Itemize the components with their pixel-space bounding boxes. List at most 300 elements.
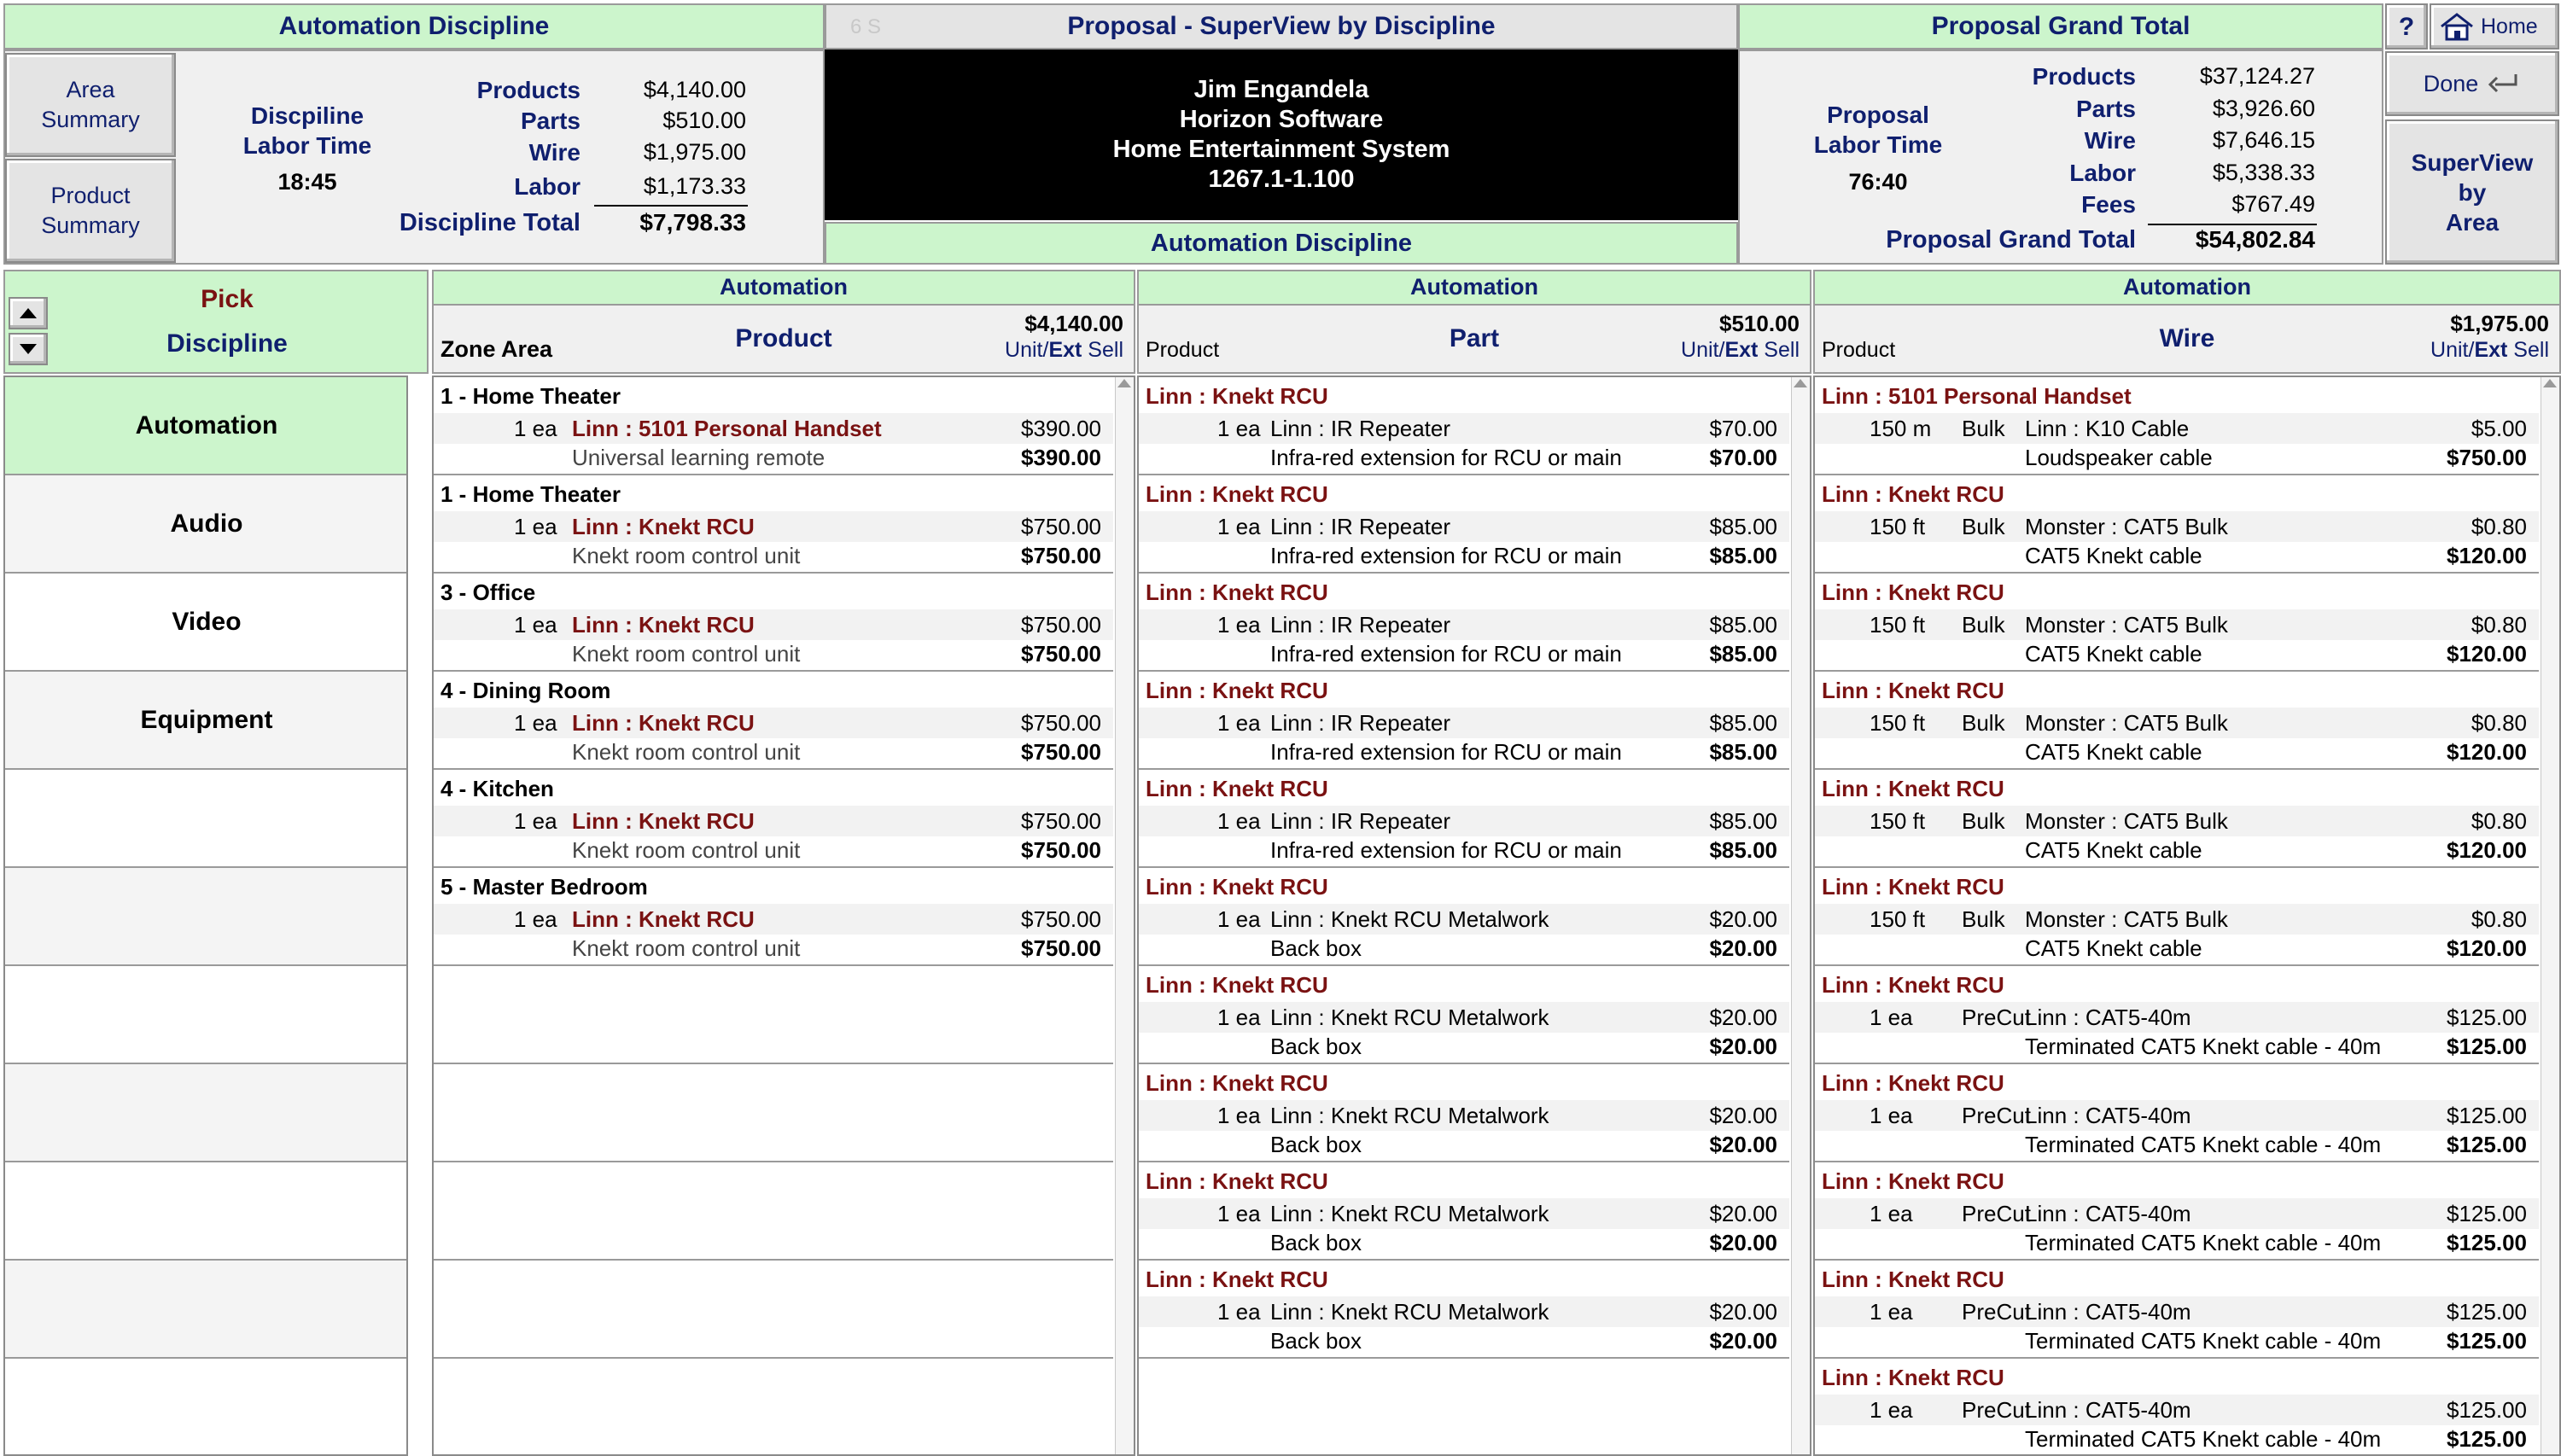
return-arrow-icon	[2487, 71, 2521, 96]
list-item	[1139, 1359, 1789, 1456]
item-name: Monster : CAT5 Bulk	[2025, 514, 2228, 539]
discipline-item-empty	[5, 1064, 408, 1162]
discipline-item-label: Equipment	[140, 705, 273, 734]
extended-price: $70.00	[1709, 445, 1777, 470]
list-item[interactable]	[1815, 574, 2539, 672]
labor-label-line1: Discpiline	[250, 102, 365, 129]
parent-product: Linn : Knekt RCU	[1822, 874, 2004, 900]
item-name: Linn : Knekt RCU Metalwork	[1270, 906, 1549, 932]
quantity: 1 ea	[1217, 1103, 1261, 1128]
wire-column-header	[1813, 270, 2561, 306]
item-description: Universal learning remote	[572, 445, 825, 470]
quantity: 1 ea	[514, 710, 557, 736]
discipline-item-equipment[interactable]	[5, 672, 408, 770]
item-description: Knekt room control unit	[572, 739, 801, 765]
zone-area: 4 - Kitchen	[440, 776, 554, 801]
selected-discipline-label: Automation Discipline	[1150, 229, 1413, 257]
product-column-subheader	[432, 306, 1135, 374]
done-button[interactable]	[2385, 51, 2559, 116]
wire-type: PreCut	[1962, 1201, 2031, 1226]
item-name: Linn : K10 Cable	[2025, 416, 2190, 441]
part-list	[1137, 376, 1811, 1456]
arrow-up-icon	[18, 306, 38, 320]
quantity: 150 ft	[1870, 808, 1926, 834]
extended-price: $750.00	[1021, 641, 1101, 667]
list-item[interactable]	[434, 770, 1113, 868]
item-name: Linn : IR Repeater	[1270, 710, 1451, 736]
item-description: Terminated CAT5 Knekt cable - 40m	[2025, 1034, 2382, 1059]
parent-product: Linn : Knekt RCU	[1146, 1267, 1328, 1292]
quantity: 150 ft	[1870, 514, 1926, 539]
unit-price: $125.00	[2447, 1397, 2527, 1423]
list-item[interactable]	[1815, 1359, 2539, 1456]
item-description: Infra-red extension for RCU or main	[1270, 543, 1622, 568]
item-name: Linn : Knekt RCU	[572, 514, 755, 539]
discipline-title-bar	[3, 3, 825, 50]
item-description: CAT5 Knekt cable	[2025, 935, 2202, 961]
extended-price: $750.00	[1021, 543, 1101, 568]
parent-product: Linn : Knekt RCU	[1822, 1365, 2004, 1390]
unit-price: $5.00	[2471, 416, 2527, 441]
item-name: Linn : IR Repeater	[1270, 416, 1451, 441]
parent-product: Linn : Knekt RCU	[1822, 1070, 2004, 1096]
grand-wire-label: Wire	[2084, 127, 2136, 154]
quantity: 1 ea	[1217, 710, 1261, 736]
zone-area-header: Zone Area	[440, 336, 553, 362]
zone-area: 1 - Home Theater	[440, 481, 621, 507]
proposal-title: Proposal - SuperView by Discipline	[1067, 12, 1496, 40]
list-item[interactable]	[1139, 770, 1789, 868]
wire-type: Bulk	[1962, 906, 2005, 932]
client-name: Jim Engandela	[1193, 76, 1369, 103]
wire-type: PreCut	[1962, 1103, 2031, 1128]
grand-labor-value: $5,338.33	[2212, 160, 2315, 185]
help-button[interactable]	[2385, 3, 2428, 50]
parts-label: Parts	[520, 108, 580, 134]
grand-parts-value: $3,926.60	[2212, 96, 2315, 121]
parent-product: Linn : Knekt RCU	[1822, 972, 2004, 998]
unit-price: $20.00	[1709, 1201, 1777, 1226]
unit-ext-sell-header	[2430, 338, 2549, 363]
extended-price: $125.00	[2447, 1034, 2527, 1059]
unit-ext-sell-header	[1005, 338, 1123, 363]
item-description: Infra-red extension for RCU or main	[1270, 739, 1622, 765]
item-name: Monster : CAT5 Bulk	[2025, 808, 2228, 834]
ext-header: Ext	[1048, 338, 1082, 362]
superview-line1: SuperView	[2411, 149, 2534, 176]
list-item[interactable]	[434, 672, 1113, 770]
quantity: 1 ea	[1217, 416, 1261, 441]
ext-header: Ext	[1724, 338, 1759, 362]
unit-price: $390.00	[1021, 416, 1101, 441]
grand-labor-label: Labor	[2069, 160, 2136, 186]
unit-price: $70.00	[1709, 416, 1777, 441]
parent-product: Linn : Knekt RCU	[1146, 481, 1328, 507]
discipline-item-empty	[5, 966, 408, 1064]
unit-price: $85.00	[1709, 612, 1777, 638]
list-item	[434, 1162, 1113, 1261]
list-item[interactable]	[1815, 672, 2539, 770]
extended-price: $750.00	[1021, 935, 1101, 961]
quantity: 150 ft	[1870, 612, 1926, 638]
item-description: Loudspeaker cable	[2025, 445, 2213, 470]
list-item[interactable]	[434, 868, 1113, 966]
item-description: Infra-red extension for RCU or main	[1270, 641, 1622, 667]
item-description: Terminated CAT5 Knekt cable - 40m	[2025, 1230, 2382, 1255]
discipline-total-value: $7,798.33	[639, 209, 746, 236]
item-description: CAT5 Knekt cable	[2025, 837, 2202, 863]
parent-product: Linn : Knekt RCU	[1822, 1168, 2004, 1194]
unit-price: $0.80	[2471, 612, 2527, 638]
quantity: 1 ea	[1217, 514, 1261, 539]
home-icon	[2438, 11, 2476, 42]
wire-type: Bulk	[1962, 612, 2005, 638]
parent-product: Linn : Knekt RCU	[1146, 776, 1328, 801]
sell-header: Sell	[2507, 338, 2549, 362]
unit-price: $0.80	[2471, 710, 2527, 736]
list-item[interactable]	[1815, 475, 2539, 574]
item-description: Back box	[1270, 1034, 1362, 1059]
superview-line2: by	[2458, 178, 2487, 206]
parent-product: Linn : Knekt RCU	[1146, 1070, 1328, 1096]
item-name: Monster : CAT5 Bulk	[2025, 612, 2228, 638]
unit-header: Unit/	[2430, 338, 2475, 362]
quantity: 1 ea	[1217, 1299, 1261, 1325]
list-item[interactable]	[1815, 377, 2539, 475]
item-name: Linn : 5101 Personal Handset	[572, 416, 882, 441]
unit-price: $20.00	[1709, 906, 1777, 932]
unit-price: $750.00	[1021, 612, 1101, 638]
list-item[interactable]	[1815, 966, 2539, 1064]
superview-line3: Area	[2445, 208, 2500, 236]
item-name: Monster : CAT5 Bulk	[2025, 710, 2228, 736]
part-product-header: Product	[1146, 338, 1220, 362]
parent-product: Linn : Knekt RCU	[1146, 383, 1328, 409]
wire-type: Bulk	[1962, 808, 2005, 834]
item-description: CAT5 Knekt cable	[2025, 739, 2202, 765]
discipline-item-audio[interactable]	[5, 475, 408, 574]
zone-area: 3 - Office	[440, 579, 536, 605]
grand-parts-label: Parts	[2075, 96, 2136, 122]
client-company: Horizon Software	[1179, 106, 1384, 133]
extended-price: $120.00	[2447, 739, 2527, 765]
list-item	[434, 1359, 1113, 1456]
discipline-labor-time: 18:45	[277, 169, 337, 195]
discipline-label: Discipline	[166, 329, 288, 358]
unit-price: $0.80	[2471, 514, 2527, 539]
wire-type: Bulk	[1962, 710, 2005, 736]
item-description: Back box	[1270, 1328, 1362, 1354]
product-list	[432, 376, 1135, 1456]
part-column-header	[1137, 270, 1811, 306]
item-name: Linn : Knekt RCU Metalwork	[1270, 1201, 1549, 1226]
grand-total-title-bar	[1738, 3, 2383, 50]
extended-price: $125.00	[2447, 1328, 2527, 1354]
scroll-down-button[interactable]	[9, 333, 48, 365]
list-item	[434, 1261, 1113, 1359]
wire-type: Bulk	[1962, 416, 2005, 441]
extended-price: $85.00	[1709, 543, 1777, 568]
pick-discipline-header	[3, 270, 429, 374]
discipline-item-automation[interactable]	[5, 377, 408, 475]
arrow-down-icon	[18, 342, 38, 356]
zone-area: 1 - Home Theater	[440, 383, 621, 409]
item-name: Linn : CAT5-40m	[2025, 1201, 2191, 1226]
extended-price: $125.00	[2447, 1230, 2527, 1255]
unit-price: $750.00	[1021, 906, 1101, 932]
list-item[interactable]	[434, 475, 1113, 574]
discipline-total-label: Discipline Total	[399, 209, 580, 236]
extended-price: $120.00	[2447, 543, 2527, 568]
list-item[interactable]	[434, 574, 1113, 672]
item-name: Linn : CAT5-40m	[2025, 1005, 2191, 1030]
list-item[interactable]	[1139, 1064, 1789, 1162]
quantity: 1 ea	[1870, 1397, 1913, 1423]
project-number: 1267.1-1.100	[1208, 166, 1355, 193]
unit-price: $85.00	[1709, 514, 1777, 539]
list-item[interactable]	[1139, 1162, 1789, 1261]
list-item[interactable]	[1815, 868, 2539, 966]
products-value: $4,140.00	[643, 77, 746, 102]
discipline-item-empty	[5, 868, 408, 966]
part-header: Part	[1449, 324, 1500, 352]
grand-total-value: $54,802.84	[2195, 226, 2315, 253]
unit-price: $750.00	[1021, 710, 1101, 736]
unit-price: $85.00	[1709, 808, 1777, 834]
quantity: 1 ea	[514, 416, 557, 441]
quantity: 150 ft	[1870, 906, 1926, 932]
labor-value: $1,173.33	[643, 173, 746, 199]
list-item[interactable]	[1139, 868, 1789, 966]
quantity: 150 ft	[1870, 710, 1926, 736]
item-name: Linn : Knekt RCU	[572, 906, 755, 932]
faded-label: 6 S	[850, 15, 882, 38]
extended-price: $750.00	[1021, 837, 1101, 863]
unit-header: Unit/	[1681, 338, 1725, 362]
list-item	[434, 1064, 1113, 1162]
item-description: Knekt room control unit	[572, 641, 801, 667]
quantity: 1 ea	[1870, 1103, 1913, 1128]
list-item[interactable]	[434, 377, 1113, 475]
unit-price: $20.00	[1709, 1299, 1777, 1325]
product-summary-label: Product Summary	[41, 183, 140, 238]
item-description: Terminated CAT5 Knekt cable - 40m	[2025, 1132, 2382, 1157]
quantity: 1 ea	[514, 906, 557, 932]
grand-total-label: Proposal Grand Total	[1886, 226, 2136, 253]
extended-price: $85.00	[1709, 837, 1777, 863]
quantity: 1 ea	[1870, 1201, 1913, 1226]
unit-price: $125.00	[2447, 1201, 2527, 1226]
unit-price: $0.80	[2471, 906, 2527, 932]
quantity: 1 ea	[514, 514, 557, 539]
unit-price: $20.00	[1709, 1005, 1777, 1030]
list-item[interactable]	[1139, 966, 1789, 1064]
selected-discipline-bar	[825, 222, 1738, 265]
extended-price: $85.00	[1709, 641, 1777, 667]
item-description: CAT5 Knekt cable	[2025, 641, 2202, 667]
parts-value: $510.00	[662, 108, 746, 133]
list-item[interactable]	[1139, 574, 1789, 672]
list-item[interactable]	[1139, 475, 1789, 574]
wire-column-total: $1,975.00	[2450, 311, 2549, 336]
labor-label: Labor	[514, 173, 580, 200]
ext-header: Ext	[2474, 338, 2508, 362]
area-summary-label: Area Summary	[41, 77, 140, 132]
wire-type: Bulk	[1962, 514, 2005, 539]
quantity: 1 ea	[1217, 906, 1261, 932]
discipline-list	[3, 376, 408, 1456]
parent-product: Linn : Knekt RCU	[1822, 481, 2004, 507]
superview-by-area-button[interactable]	[2385, 119, 2559, 265]
pick-label: Pick	[201, 285, 254, 313]
extended-price: $390.00	[1021, 445, 1101, 470]
list-item[interactable]	[1815, 1162, 2539, 1261]
discipline-labor-label	[188, 101, 427, 160]
discipline-item-label: Automation	[135, 411, 278, 440]
part-column-title: Automation	[1410, 274, 1538, 300]
item-name: Linn : Knekt RCU Metalwork	[1270, 1005, 1549, 1030]
project-name: Home Entertainment System	[1112, 136, 1450, 163]
client-info-box	[825, 50, 1738, 220]
item-name: Monster : CAT5 Bulk	[2025, 906, 2228, 932]
item-name: Linn : CAT5-40m	[2025, 1299, 2191, 1325]
quantity: 1 ea	[514, 612, 557, 638]
parent-product: Linn : Knekt RCU	[1822, 579, 2004, 605]
item-name: Linn : CAT5-40m	[2025, 1103, 2191, 1128]
unit-price: $85.00	[1709, 710, 1777, 736]
wire-label: Wire	[528, 139, 580, 166]
item-name: Linn : CAT5-40m	[2025, 1397, 2191, 1423]
item-description: Terminated CAT5 Knekt cable - 40m	[2025, 1328, 2382, 1354]
product-list-scrollbar[interactable]	[1115, 377, 1134, 1454]
extended-price: $20.00	[1709, 1034, 1777, 1059]
product-summary-button[interactable]	[5, 159, 176, 263]
extended-price: $750.00	[1021, 739, 1101, 765]
sell-header: Sell	[1082, 338, 1123, 362]
item-name: Linn : Knekt RCU	[572, 808, 755, 834]
grand-products-value: $37,124.27	[2199, 63, 2315, 89]
list-item[interactable]	[1815, 1064, 2539, 1162]
grand-total-divider	[2148, 224, 2317, 225]
home-button[interactable]	[2430, 3, 2559, 50]
item-description: Infra-red extension for RCU or main	[1270, 445, 1622, 470]
item-name: Linn : IR Repeater	[1270, 808, 1451, 834]
extended-price: $125.00	[2447, 1132, 2527, 1157]
unit-price: $0.80	[2471, 808, 2527, 834]
unit-header: Unit/	[1005, 338, 1049, 362]
proposal-labor-time: 76:40	[1848, 169, 1908, 195]
proposal-labor-line1: Proposal	[1827, 102, 1929, 128]
quantity: 150 m	[1870, 416, 1932, 441]
item-description: Knekt room control unit	[572, 935, 801, 961]
parent-product: Linn : Knekt RCU	[1146, 972, 1328, 998]
zone-area: 5 - Master Bedroom	[440, 874, 648, 900]
area-summary-button[interactable]	[5, 53, 176, 157]
unit-ext-sell-header	[1681, 338, 1800, 363]
home-label: Home	[2481, 14, 2538, 38]
wire-column-subheader	[1813, 306, 2561, 374]
parent-product: Linn : Knekt RCU	[1146, 579, 1328, 605]
quantity: 1 ea	[1870, 1005, 1913, 1030]
unit-price: $750.00	[1021, 514, 1101, 539]
discipline-item-empty	[5, 1261, 408, 1359]
grand-fees-value: $767.49	[2231, 191, 2315, 217]
list-item[interactable]	[1815, 1261, 2539, 1359]
grand-fees-label: Fees	[2081, 191, 2136, 218]
unit-price: $125.00	[2447, 1103, 2527, 1128]
item-description: Back box	[1270, 1132, 1362, 1157]
sell-header: Sell	[1758, 338, 1800, 362]
proposal-labor-line2: Labor Time	[1813, 131, 1943, 158]
extended-price: $20.00	[1709, 1230, 1777, 1255]
discipline-item-empty	[5, 770, 408, 868]
proposal-title-bar	[825, 3, 1738, 50]
wire-type: PreCut	[1962, 1005, 2031, 1030]
unit-price: $750.00	[1021, 808, 1101, 834]
unit-price: $125.00	[2447, 1299, 2527, 1325]
list-item[interactable]	[1139, 377, 1789, 475]
proposal-labor-label	[1767, 100, 1989, 160]
item-description: CAT5 Knekt cable	[2025, 543, 2202, 568]
item-name: Linn : IR Repeater	[1270, 514, 1451, 539]
part-column-subheader	[1137, 306, 1811, 374]
item-name: Linn : IR Repeater	[1270, 612, 1451, 638]
product-header: Product	[735, 324, 832, 352]
quantity: 1 ea	[1217, 1201, 1261, 1226]
wire-type: PreCut	[1962, 1397, 2031, 1423]
list-item[interactable]	[1139, 1261, 1789, 1359]
quantity: 1 ea	[1217, 1005, 1261, 1030]
list-item[interactable]	[1139, 672, 1789, 770]
part-column-total: $510.00	[1719, 311, 1800, 336]
wire-list-scrollbar[interactable]	[2541, 377, 2559, 1454]
item-description: Knekt room control unit	[572, 837, 801, 863]
product-column-header	[432, 270, 1135, 306]
grand-products-label: Products	[2032, 63, 2136, 90]
part-list-scrollbar[interactable]	[1791, 377, 1810, 1454]
product-column-title: Automation	[720, 274, 848, 300]
total-divider	[594, 205, 748, 207]
parent-product: Linn : Knekt RCU	[1146, 1168, 1328, 1194]
extended-price: $85.00	[1709, 739, 1777, 765]
discipline-item-video[interactable]	[5, 574, 408, 672]
parent-product: Linn : 5101 Personal Handset	[1822, 383, 2132, 409]
list-item[interactable]	[1815, 770, 2539, 868]
scroll-up-button[interactable]	[9, 297, 48, 329]
unit-price: $20.00	[1709, 1103, 1777, 1128]
done-label: Done	[2423, 70, 2479, 96]
discipline-item-label: Audio	[170, 509, 243, 538]
extended-price: $20.00	[1709, 1132, 1777, 1157]
parent-product: Linn : Knekt RCU	[1822, 776, 2004, 801]
quantity: 1 ea	[1217, 808, 1261, 834]
quantity: 1 ea	[514, 808, 557, 834]
grand-wire-value: $7,646.15	[2212, 127, 2315, 153]
discipline-item-empty	[5, 1162, 408, 1261]
list-item	[434, 966, 1113, 1064]
wire-list	[1813, 376, 2561, 1456]
item-description: Back box	[1270, 1230, 1362, 1255]
wire-type: PreCut	[1962, 1299, 2031, 1325]
extended-price: $20.00	[1709, 1328, 1777, 1354]
item-description: Terminated CAT5 Knekt cable - 40m	[2025, 1426, 2382, 1452]
labor-label-line2: Labor Time	[242, 132, 372, 159]
discipline-item-label: Video	[172, 607, 242, 636]
parent-product: Linn : Knekt RCU	[1822, 1267, 2004, 1292]
zone-area: 4 - Dining Room	[440, 678, 611, 703]
extended-price: $120.00	[2447, 641, 2527, 667]
wire-value: $1,975.00	[643, 139, 746, 165]
